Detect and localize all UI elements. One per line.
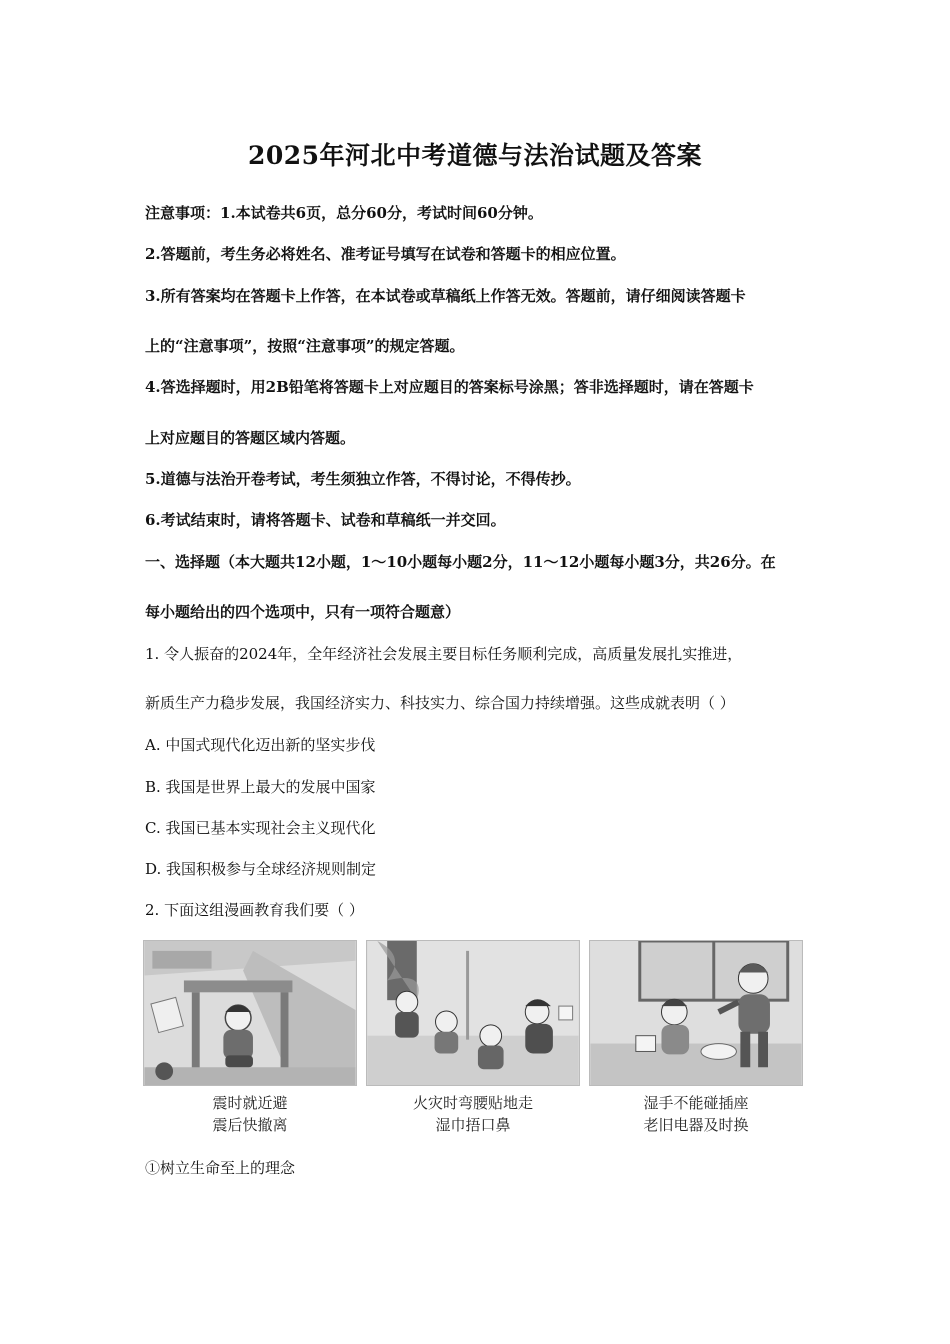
comic-caption-fire bbox=[366, 1092, 580, 1136]
comic-panel-electricity bbox=[589, 940, 803, 1086]
earthquake-illustration bbox=[144, 941, 356, 1085]
notice-line-3-cont: 上的“注意事项”，按照“注意事项”的规定答题。 bbox=[145, 337, 465, 355]
comic-strip bbox=[143, 940, 803, 1140]
question-1-option-b: B. 我国是世界上最大的发展中国家 bbox=[145, 778, 376, 796]
caption-line: 老旧电器及时换 bbox=[643, 1116, 749, 1134]
comic-panel-fire bbox=[366, 940, 580, 1086]
fire-escape-illustration bbox=[367, 941, 579, 1085]
notice-line-6: 6.考试结束时，请将答题卡、试卷和草稿纸一并交回。 bbox=[145, 511, 506, 529]
notice-line-3: 3.所有答案均在答题卡上作答，在本试卷或草稿纸上作答无效。答题前，请仔细阅读答题卡 bbox=[145, 287, 746, 305]
comic-caption-electricity bbox=[589, 1092, 803, 1136]
caption-line: 火灾时弯腰贴地走 bbox=[412, 1094, 533, 1112]
notice-line-4: 4.答选择题时，用2B铅笔将答题卡上对应题目的答案标号涂黑；答非选择题时，请在答题卡 bbox=[145, 378, 754, 396]
section-heading-cont: 每小题给出的四个选项中，只有一项符合题意） bbox=[145, 603, 461, 621]
question-1-option-c: C. 我国已基本实现社会主义现代化 bbox=[145, 819, 376, 837]
caption-line: 湿巾捂口鼻 bbox=[435, 1116, 511, 1134]
page-title: 2025年河北中考道德与法治试题及答案 bbox=[247, 141, 703, 170]
question-2-item-1: ①树立生命至上的理念 bbox=[145, 1159, 296, 1177]
question-2-stem: 2. 下面这组漫画教育我们要（ ） bbox=[145, 901, 364, 919]
notice-line-1: 注意事项：1.本试卷共6页，总分60分，考试时间60分钟。 bbox=[145, 204, 543, 222]
section-heading: 一、选择题（本大题共12小题，1～10小题每小题2分，11～12小题每小题3分，共26分。在 bbox=[145, 553, 776, 571]
question-1-stem-cont: 新质生产力稳步发展，我国经济实力、科技实力、综合国力持续增强。这些成就表明（ ） bbox=[145, 694, 735, 712]
notice-line-5: 5.道德与法治开卷考试，考生须独立作答，不得讨论，不得传抄。 bbox=[145, 470, 581, 488]
question-1-option-d: D. 我国积极参与全球经济规则制定 bbox=[145, 860, 377, 878]
caption-line: 震后快撤离 bbox=[212, 1116, 288, 1134]
comic-caption-earthquake bbox=[143, 1092, 357, 1136]
caption-line: 湿手不能碰插座 bbox=[643, 1094, 749, 1112]
electric-safety-illustration bbox=[590, 941, 802, 1085]
comic-panel-earthquake bbox=[143, 940, 357, 1086]
caption-line: 震时就近避 bbox=[212, 1094, 288, 1112]
question-1-stem: 1. 令人振奋的2024年，全年经济社会发展主要目标任务顺利完成，高质量发展扎实推进， bbox=[145, 645, 743, 663]
notice-line-4-cont: 上对应题目的答题区域内答题。 bbox=[145, 429, 356, 447]
notice-line-2: 2.答题前，考生务必将姓名、准考证号填写在试卷和答题卡的相应位置。 bbox=[145, 245, 626, 263]
question-1-option-a: A. 中国式现代化迈出新的坚实步伐 bbox=[145, 736, 376, 754]
